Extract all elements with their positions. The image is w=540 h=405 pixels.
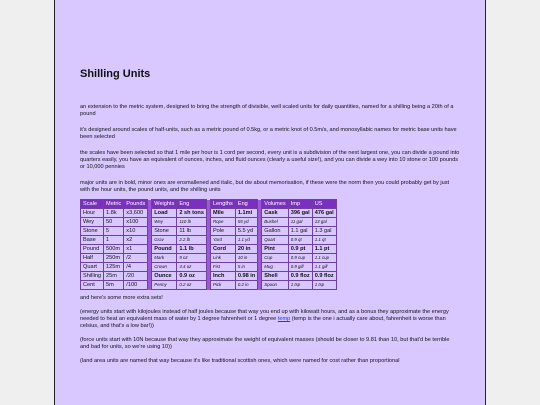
lengths-group-cell: Pick	[210, 281, 235, 290]
scale-group-cell: Pound	[81, 245, 104, 254]
energy-text-before: (energy units start with kilojoules instead of half joules because that way you end up with kilowatt hours, and as a bonus they approximate the energy needed to heat an equivalent mass of water by 1 degree fahrenheit or 1 degree	[80, 309, 449, 322]
table-header-cell: US	[312, 200, 336, 209]
scale-group-cell: 25m	[104, 272, 124, 281]
volumes-group-cell: Shell	[262, 272, 288, 281]
lengths-group-cell: Fist	[210, 263, 235, 272]
scale-group-cell: x1	[124, 245, 148, 254]
energy-paragraph	[80, 309, 460, 330]
scale-group-cell: /4	[124, 263, 148, 272]
weights-group-cell: 11 lb	[177, 227, 207, 236]
table-header-row	[81, 200, 337, 209]
weights-group-cell: 4.4 oz	[177, 263, 207, 272]
table-row	[81, 236, 337, 245]
lengths-group-cell: 5 in	[235, 263, 257, 272]
lengths-group-cell: 1.1 yd	[235, 236, 257, 245]
volumes-group-cell: Pint	[262, 245, 288, 254]
lengths-group-cell: Pole	[210, 227, 235, 236]
scale-group-cell: 1	[104, 236, 124, 245]
weights-group-cell: Mark	[152, 254, 177, 263]
lengths-group-cell: Yard	[210, 236, 235, 245]
scale-group-cell: 250m	[104, 254, 124, 263]
scale-group-cell: x10	[124, 227, 148, 236]
table-header-cell: Pounds	[124, 200, 148, 209]
weights-group-cell: 1.1 lb	[177, 245, 207, 254]
scales-paragraph: the scales have been selected so that 1 mile per hour is 1 cord per second, every unit is a subdivision of the next largest one, you can divide a pound into quarters easily, you have an equivalent of ounces, inches, and fluid ounces (clearly a useful size!), and you can divide a wey into 10 stone or 100 pounds or 10,000 pennies	[80, 150, 460, 170]
lengths-group-cell: 55 yd	[235, 218, 257, 227]
lengths-group-cell: 5.5 yd	[235, 227, 257, 236]
volumes-group-cell: 1.1 pt	[312, 245, 336, 254]
weights-group-cell: Load	[152, 209, 177, 218]
scale-group-cell: Wey	[81, 218, 104, 227]
volumes-group-cell: Gallon	[262, 227, 288, 236]
table-row	[81, 218, 337, 227]
lengths-group-cell: 1.1mi	[235, 209, 257, 218]
scale-group-cell: x2	[124, 236, 148, 245]
major-minor-paragraph: major units are in bold, minor ones are ensmallened and italic, but dw about memorisation, if these were the norm then you could probably get by just with the hour units, the pound units, and the shilling units	[80, 180, 450, 193]
volumes-group-cell: 0.9 cup	[288, 254, 312, 263]
energy-text-after: (temp is the one i actually care about, fahrenheit is worse than celsius, and that's a low bar!))	[80, 316, 446, 329]
scale-group-cell: Quart	[81, 263, 104, 272]
volumes-group-cell: 0.9 pt	[288, 245, 312, 254]
lengths-group-cell: Cord	[210, 245, 235, 254]
volumes-group-cell: 1 tsp	[288, 281, 312, 290]
weights-group-cell: Stone	[152, 227, 177, 236]
lengths-group-cell: 0.98 in	[235, 272, 257, 281]
scale-group-cell: x3,600	[124, 209, 148, 218]
volumes-group-cell: 1 tsp	[312, 281, 336, 290]
page-content	[54, 0, 486, 405]
weights-group-cell: Penny	[152, 281, 177, 290]
table-row	[81, 272, 337, 281]
weights-group-cell: 110 lb	[177, 218, 207, 227]
scale-group-cell: Hour	[81, 209, 104, 218]
scale-group-cell: Base	[81, 236, 104, 245]
volumes-group-cell: 0.9 qt	[288, 236, 312, 245]
table-row	[81, 227, 337, 236]
table-header-cell: Lengths	[210, 200, 235, 209]
volumes-group-cell: 476 gal	[312, 209, 336, 218]
weights-group-cell: Crown	[152, 263, 177, 272]
table-header-cell: Metric	[104, 200, 124, 209]
land-paragraph: (land area units are named that way because it's like traditional scottish ones, which were named for cost rather than proportional	[80, 358, 400, 364]
scale-group-cell: Cent	[81, 281, 104, 290]
volumes-group-cell: Mug	[262, 263, 288, 272]
scale-group-cell: 5	[104, 227, 124, 236]
scale-group-cell: 500m	[104, 245, 124, 254]
lengths-group-cell: Rope	[210, 218, 235, 227]
scale-group-cell: 50	[104, 218, 124, 227]
weights-group-cell: Pound	[152, 245, 177, 254]
volumes-group-cell: 396 gal	[288, 209, 312, 218]
weights-group-cell: Ounce	[152, 272, 177, 281]
weights-group-cell: 2.2 lb	[177, 236, 207, 245]
table-row	[81, 245, 337, 254]
weights-group-cell: Grav	[152, 236, 177, 245]
table-row	[81, 254, 337, 263]
page-title: Shilling Units	[80, 68, 151, 80]
lengths-group-cell: Link	[210, 254, 235, 263]
force-paragraph: (force units start with 10N because that way they approximate the weight of equivalent masses (should be closer to 9.81 than 10, but that'd be terrible and bad for units, so we're using 10))	[80, 337, 450, 350]
volumes-group-cell: 0.9 floz	[312, 272, 336, 281]
scale-group-cell: Stone	[81, 227, 104, 236]
lengths-group-cell: 20 in	[235, 245, 257, 254]
volumes-group-cell: 0.9 gill	[288, 263, 312, 272]
volumes-group-cell: 1.3 gal	[312, 227, 336, 236]
volumes-group-cell: 1.1 cup	[312, 254, 336, 263]
table-header-cell: Scale	[81, 200, 104, 209]
table-header-cell: Weights	[152, 200, 177, 209]
table-header-cell: Imp	[288, 200, 312, 209]
extra-sets-paragraph: and here's some more extra sets!	[80, 295, 163, 301]
volumes-group-cell: Cup	[262, 254, 288, 263]
scale-group-cell: /2	[124, 254, 148, 263]
weights-group-cell: 9 oz	[177, 254, 207, 263]
volumes-group-cell: Bushel	[262, 218, 288, 227]
lengths-group-cell: Mile	[210, 209, 235, 218]
lengths-group-cell: 0.2 in	[235, 281, 257, 290]
table-row	[81, 263, 337, 272]
scale-group-cell: Half	[81, 254, 104, 263]
weights-group-cell: 0.2 oz	[177, 281, 207, 290]
scale-group-cell: /100	[124, 281, 148, 290]
volumes-group-cell: 13 gal	[312, 218, 336, 227]
units-table	[80, 199, 337, 290]
volumes-group-cell: Cask	[262, 209, 288, 218]
temp-link[interactable]: temp	[277, 316, 291, 322]
volumes-group-cell: 1.1 gill	[312, 263, 336, 272]
weights-group-cell: 2 sh tons	[177, 209, 207, 218]
intro-paragraph: an extension to the metric system, designed to bring the strength of divisible, well scaled units for daily quantities, named for a shilling being a 20th of a pound	[80, 104, 454, 117]
volumes-group-cell: 1.1 gal	[288, 227, 312, 236]
table-header-cell: Eng	[177, 200, 207, 209]
scale-group-cell: /20	[124, 272, 148, 281]
volumes-group-cell: Spoon	[262, 281, 288, 290]
scale-group-cell: 5m	[104, 281, 124, 290]
weights-group-cell: 0.9 oz	[177, 272, 207, 281]
volumes-group-cell: 1.1 qt	[312, 236, 336, 245]
lengths-group-cell: 10 in	[235, 254, 257, 263]
volumes-group-cell: 11 gal	[288, 218, 312, 227]
table-header-cell: Eng	[235, 200, 257, 209]
table-header-cell: Volumes	[262, 200, 288, 209]
volumes-group-cell: 0.9 floz	[288, 272, 312, 281]
half-units-paragraph: it's designed around scales of half-units, such as a metric pound of 0.5kg, or a metric knot of 0.5m/s, and monosyllabic names for metric base units have been selected	[80, 127, 457, 140]
scale-group-cell: Shilling	[81, 272, 104, 281]
scale-group-cell: x100	[124, 218, 148, 227]
table-row	[81, 281, 337, 290]
lengths-group-cell: Inch	[210, 272, 235, 281]
scale-group-cell: 125m	[104, 263, 124, 272]
volumes-group-cell: Quart	[262, 236, 288, 245]
table-row	[81, 209, 337, 218]
weights-group-cell: Wey	[152, 218, 177, 227]
scale-group-cell: 1.8k	[104, 209, 124, 218]
